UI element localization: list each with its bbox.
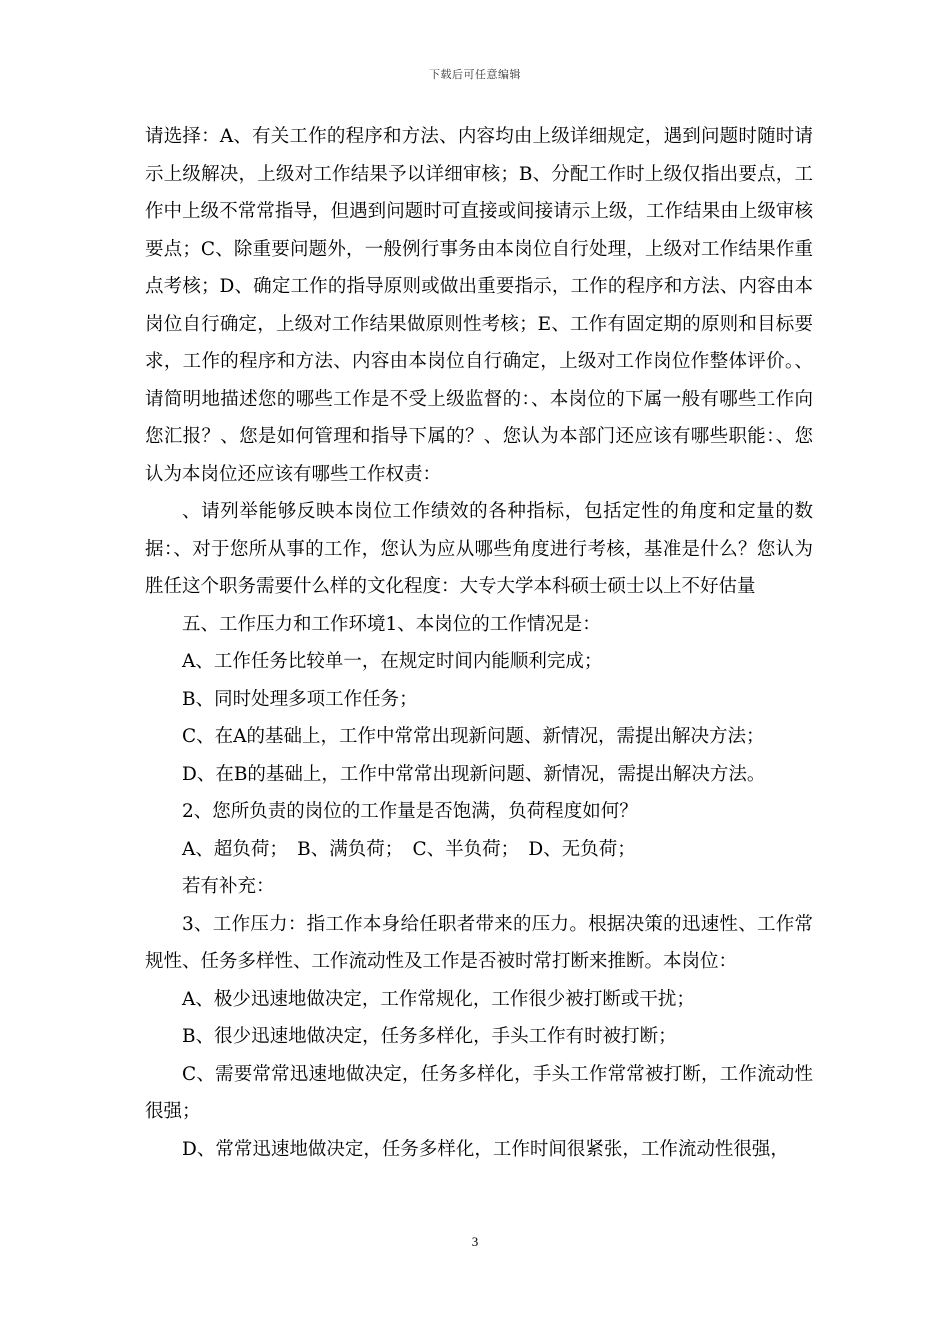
paragraph-job-authority-options: 请选择：A、有关工作的程序和方法、内容均由上级详细规定，遇到问题时随时请示上级解决，上级对工作结果予以详细审核；B、分配工作时上级仅指出要点，工作中上级不常常指导，但遇到问题时可直接或间接请示上级，工作结果由上级审核要点；C、除重要问题外，一般例行事务由本岗位自行处理，上级对工作结果作重点考核；D、确定工作的指导原则或做出重要指示，工作的程序和方法、内容由本岗位自行确定，上级对工作结果做原则性考核；E、工作有固定期的原则和目标要求，工作的程序和方法、内容由本岗位自行确定，上级对工作岗位作整体评价。、请简明地描述您的哪些工作是不受上级监督的：、本岗位的下属一般有哪些工作向您汇报？、您是如何管理和指导下属的？、您认为本部门还应该有哪些职能：、您认为本岗位还应该有哪些工作权责： <box>145 126 813 485</box>
pressure-option-a: A、极少迅速地做决定，工作常规化，工作很少被打断或干扰； <box>182 988 695 1010</box>
option-c-new-problems: C、在A的基础上，工作中常常出现新问题、新情况，需提出解决方法； <box>182 726 765 747</box>
section-heading-work-pressure: 五、工作压力和工作环境1、本岗位的工作情况是： <box>182 613 601 635</box>
pressure-option-b: B、很少迅速地做决定，任务多样化，手头工作有时被打断； <box>182 1026 677 1047</box>
option-b-multiple-tasks: B、同时处理多项工作任务； <box>182 688 418 710</box>
document-body <box>145 118 813 1168</box>
supplement-label: 若有补充： <box>182 876 275 897</box>
option-d-new-problems: D、在B的基础上，工作中常常出现新问题、新情况，需提出解决方法。 <box>182 763 766 785</box>
question-workload: 2、您所负责的岗位的工作量是否饱满，负荷程度如何？ <box>182 801 638 822</box>
workload-options: A、超负荷； B、满负荷； C、半负荷； D、无负荷； <box>182 838 636 860</box>
page-number: 3 <box>471 1234 479 1249</box>
page-header: 下载后可任意编辑 <box>429 68 521 81</box>
question-work-pressure: 3、工作压力：指工作本身给任职者带来的压力。根据决策的迅速性、工作常规性、任务多样性、工作流动性及工作是否被时常打断来推断。本岗位： <box>145 913 813 972</box>
pressure-option-d: D、常常迅速地做决定，任务多样化，工作时间很紧张，工作流动性很强， <box>182 1138 789 1160</box>
pressure-option-c: C、需要常常迅速地做决定，任务多样化，手头工作常常被打断，工作流动性很强； <box>145 1063 813 1122</box>
option-a-single-task: A、工作任务比较单一，在规定时间内能顺利完成； <box>182 651 603 672</box>
paragraph-performance-indicators: 、请列举能够反映本岗位工作绩效的各种指标，包括定性的角度和定量的数据：、对于您所从事的工作，您认为应从哪些角度进行考核，基准是什么？您认为胜任这个职务需要什么样的文化程度：大专大学本科硕士硕士以上不好估量 <box>145 501 813 597</box>
